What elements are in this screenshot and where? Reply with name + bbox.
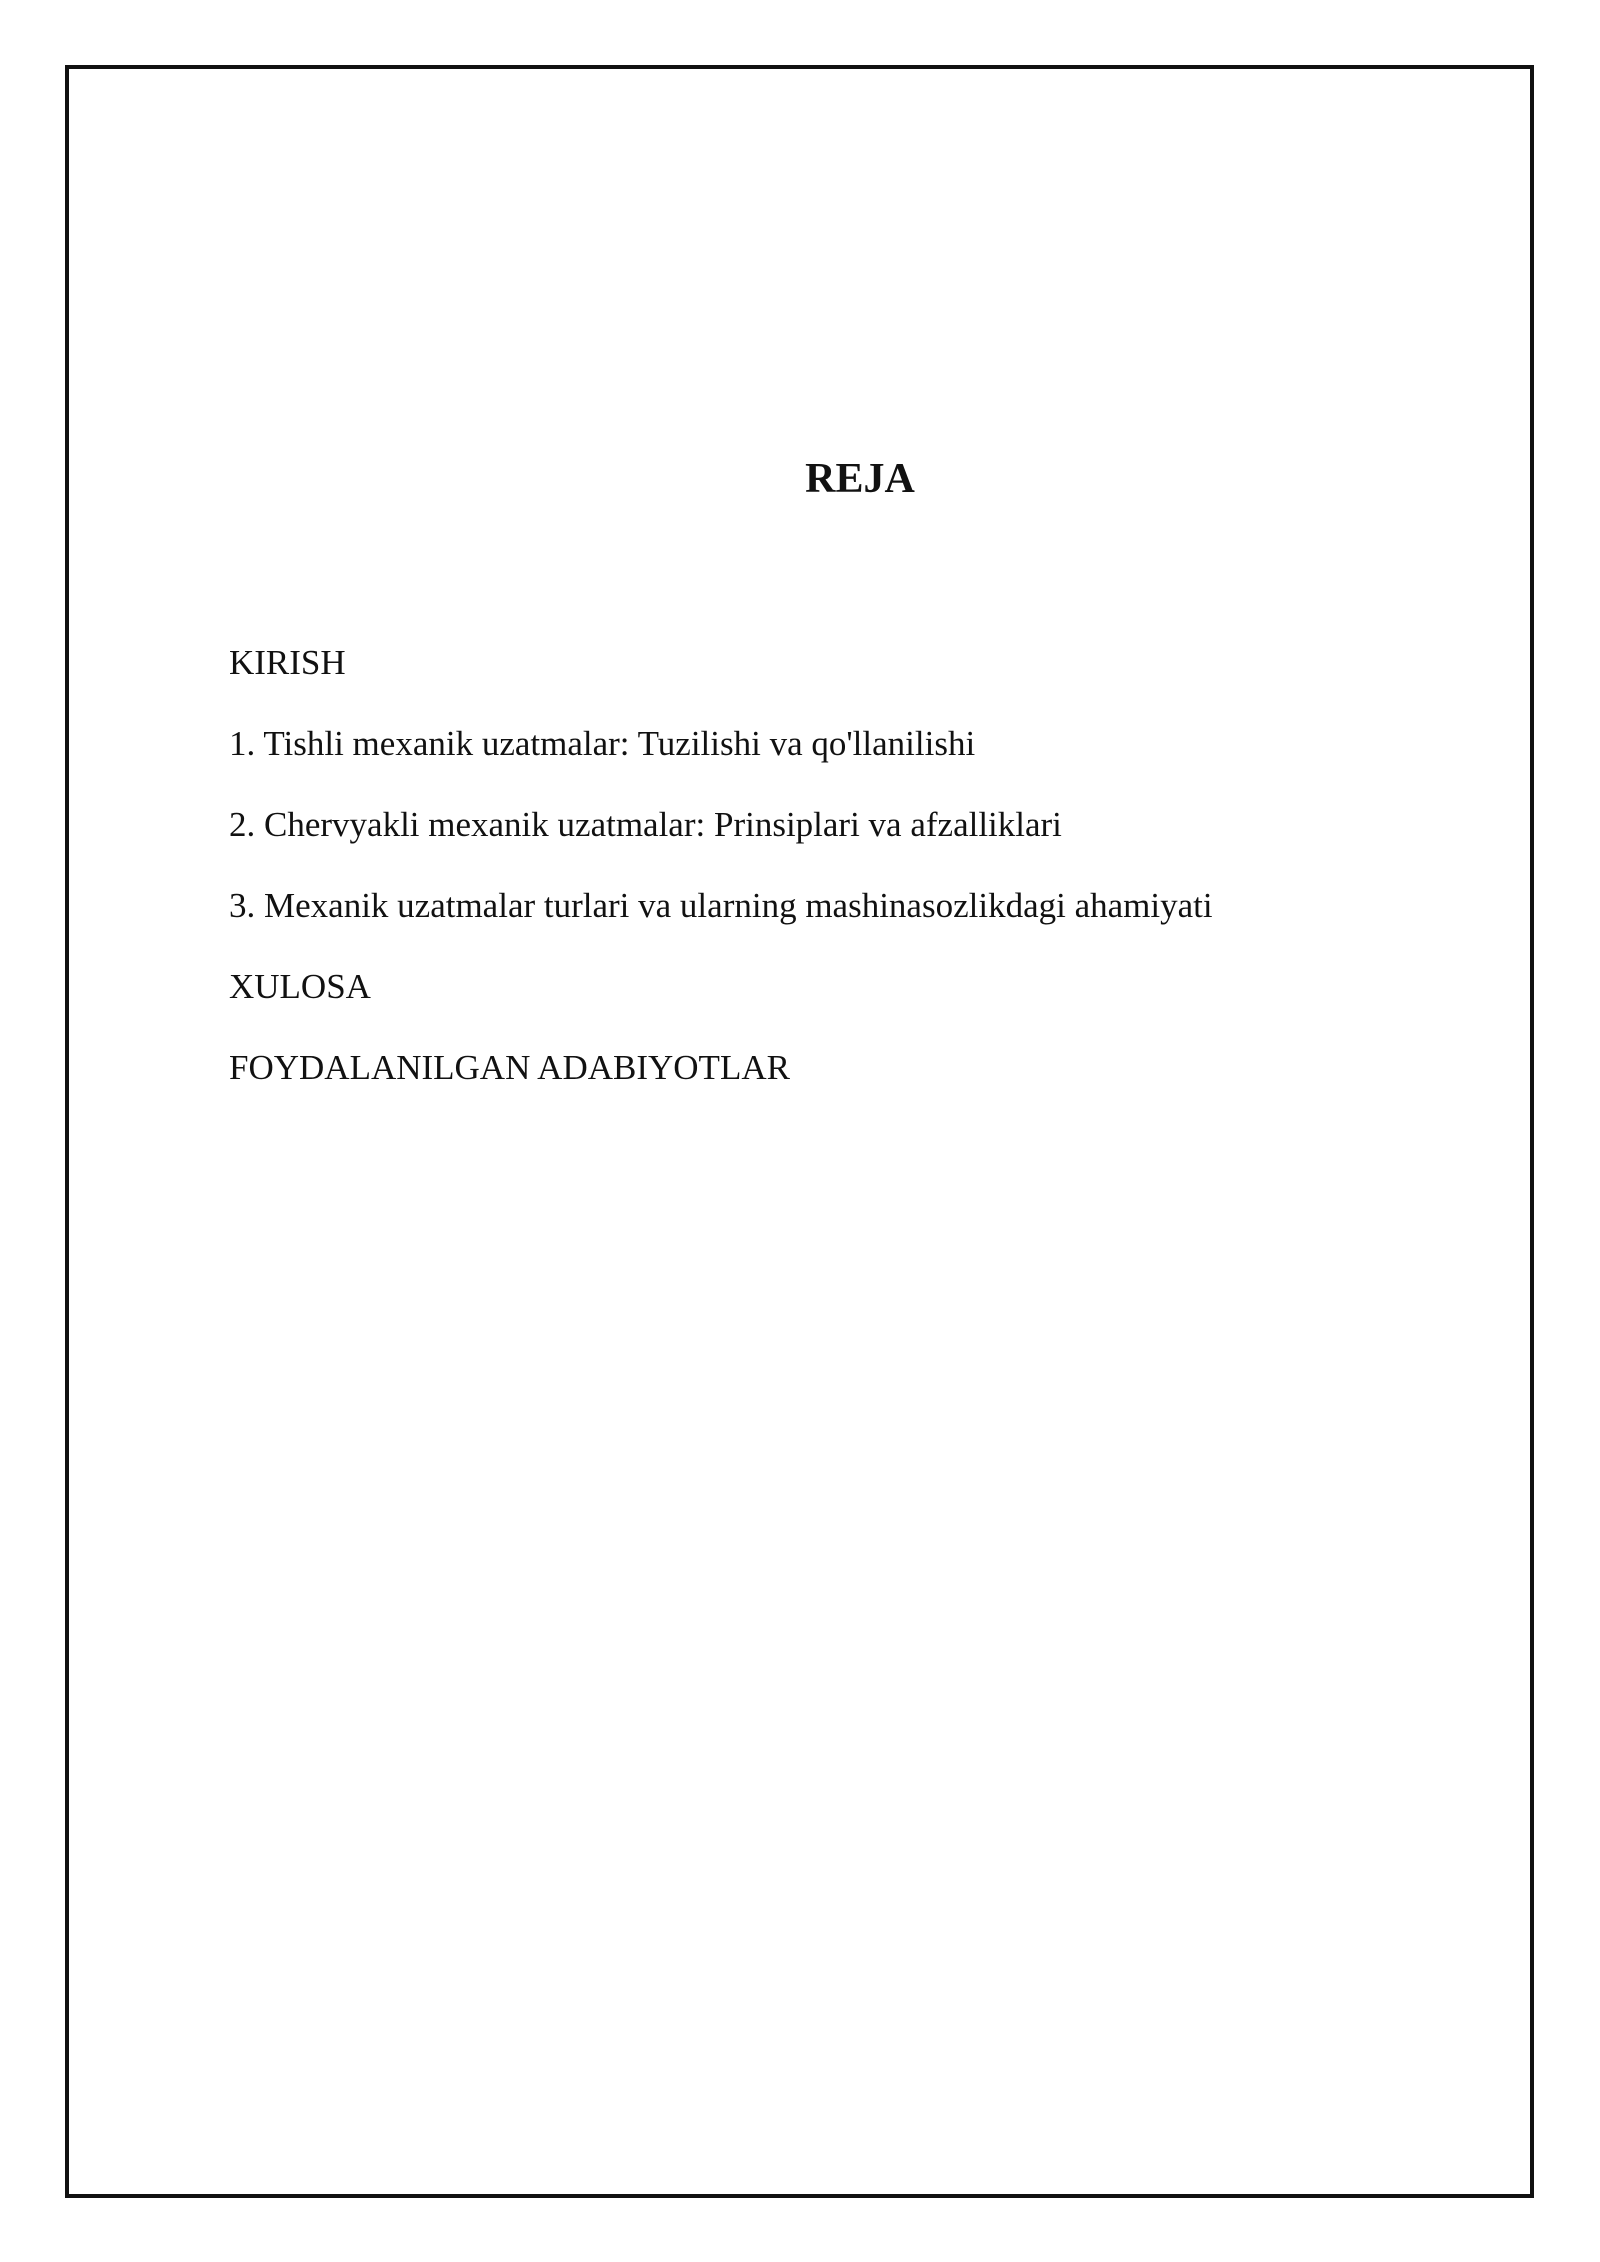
toc-item-1: 1. Tishli mexanik uzatmalar: Tuzilishi va qo'llanilishi	[229, 724, 976, 763]
toc-item-intro: KIRISH	[229, 643, 346, 682]
toc-item-conclusion: XULOSA	[229, 967, 371, 1006]
toc-item-2: 2. Chervyakli mexanik uzatmalar: Prinsiplari va afzalliklari	[229, 805, 1062, 844]
table-of-contents	[229, 645, 1213, 1131]
page-title: REJA	[805, 456, 915, 502]
page-border	[65, 65, 1534, 2198]
toc-item-3: 3. Mexanik uzatmalar turlari va ularning mashinasozlikdagi ahamiyati	[229, 886, 1213, 925]
toc-item-references: FOYDALANILGAN ADABIYOTLAR	[229, 1048, 790, 1087]
